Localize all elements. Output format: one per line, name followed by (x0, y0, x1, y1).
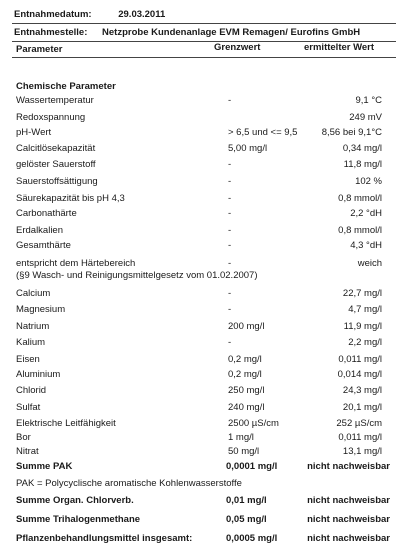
param-limit: - (228, 258, 232, 269)
table-row (0, 354, 412, 368)
param-value: 0,8 mmol/l (338, 225, 382, 236)
summary-value: nicht nachweisbar (307, 514, 390, 525)
param-limit: - (228, 193, 232, 204)
table-row (0, 402, 412, 416)
param-name: Elektrische Leitfähigkeit (16, 418, 116, 429)
param-limit: 200 mg/l (228, 321, 265, 332)
param-value: 2,2 mg/l (348, 337, 382, 348)
table-row (0, 270, 412, 284)
param-limit: - (228, 288, 232, 299)
param-name: (§9 Wasch- und Reinigungsmittelgesetz vom 01.02.2007) (16, 270, 258, 281)
date-line (14, 9, 165, 20)
param-name: Chlorid (16, 385, 47, 396)
param-value: weich (357, 258, 382, 269)
table-row (0, 159, 412, 173)
summary-row (0, 514, 412, 528)
table-row (0, 432, 412, 446)
table-row (0, 193, 412, 207)
summary-value: nicht nachweisbar (307, 533, 390, 544)
table-row (0, 288, 412, 302)
param-name: Magnesium (16, 304, 66, 315)
summary-row (0, 495, 412, 509)
col-header-param: Parameter (16, 44, 63, 55)
param-name: Kalium (16, 337, 46, 348)
param-limit: 2500 µS/cm (228, 418, 279, 429)
param-name: pH-Wert (16, 127, 52, 138)
param-value: 4,3 °dH (350, 240, 382, 251)
summary-value: nicht nachweisbar (307, 461, 390, 472)
col-header-value: ermittelter Wert (304, 42, 375, 53)
date-label: Entnahmedatum: (14, 9, 92, 20)
section-title: Chemische Parameter (16, 81, 116, 92)
param-name: Nitrat (16, 446, 39, 457)
param-limit: - (228, 304, 232, 315)
param-value: 0,011 mg/l (338, 432, 382, 443)
param-name: Sulfat (16, 402, 41, 413)
param-limit: - (228, 337, 232, 348)
table-row (0, 240, 412, 254)
param-name: Wassertemperatur (16, 95, 94, 106)
param-value: 8,56 bei 9,1°C (321, 127, 382, 138)
table-row (0, 176, 412, 190)
param-name: Bor (16, 432, 31, 443)
param-limit: - (228, 176, 232, 187)
table-row (0, 418, 412, 432)
param-name: Redoxspannung (16, 112, 86, 123)
table-row (0, 321, 412, 335)
param-value: 0,014 mg/l (337, 369, 382, 380)
param-value: 249 mV (349, 112, 382, 123)
param-name: Calcium (16, 288, 51, 299)
param-limit: 1 mg/l (228, 432, 254, 443)
param-value: 0,011 mg/l (338, 354, 382, 365)
param-value: 24,3 mg/l (342, 385, 382, 396)
summary-limit: 0,05 mg/l (226, 514, 267, 525)
summary-name: Summe Organ. Chlorverb. (16, 495, 134, 506)
site-value: Netzprobe Kundenanlage EVM Remagen/ Eurofins GmbH (102, 27, 361, 38)
param-value: 4,7 mg/l (348, 304, 382, 315)
param-value: 11,8 mg/l (343, 159, 382, 170)
param-name: Aluminium (16, 369, 61, 380)
summary-row (0, 461, 412, 475)
param-name: Calcitlösekapazität (16, 143, 96, 154)
param-name: Säurekapazität bis pH 4,3 (16, 193, 125, 204)
summary-name: Summe Trihalogenmethane (16, 514, 141, 525)
table-row (0, 446, 412, 460)
col-header-limit: Grenzwert (214, 42, 261, 53)
param-limit: 5,00 mg/l (228, 143, 268, 154)
param-name: Gesamthärte (16, 240, 71, 251)
site-label: Entnahmestelle: (14, 27, 88, 38)
param-limit: - (228, 208, 232, 219)
table-row (0, 208, 412, 222)
table-row (0, 385, 412, 399)
table-row (0, 337, 412, 351)
param-limit: - (228, 159, 232, 170)
table-row (0, 304, 412, 318)
summary-value: nicht nachweisbar (307, 495, 390, 506)
summary-limit: 0,0001 mg/l (226, 461, 278, 472)
param-limit: 0,2 mg/l (228, 354, 262, 365)
summary-limit: 0,0005 mg/l (226, 533, 278, 544)
param-value: 9,1 °C (355, 95, 382, 106)
param-value: 20,1 mg/l (342, 402, 382, 413)
divider (12, 57, 396, 58)
date-value: 29.03.2011 (118, 9, 166, 20)
param-name: gelöster Sauerstoff (16, 159, 96, 170)
param-value: 22,7 mg/l (342, 288, 382, 299)
param-name: Natrium (16, 321, 50, 332)
pak-note-text: PAK = Polycyclische aromatische Kohlenwasserstoffe (16, 478, 242, 489)
param-limit: 0,2 mg/l (228, 369, 262, 380)
table-row (0, 225, 412, 239)
pak-note (0, 478, 412, 492)
summary-limit: 0,01 mg/l (226, 495, 267, 506)
param-limit: - (228, 240, 232, 251)
summary-name: Summe PAK (16, 461, 73, 472)
site-line (14, 27, 360, 38)
param-limit: 50 mg/l (228, 446, 260, 457)
divider (12, 23, 396, 24)
summary-row (0, 533, 412, 547)
param-value: 0,8 mmol/l (338, 193, 382, 204)
param-value: 252 µS/cm (336, 418, 382, 429)
param-name: Carbonathärte (16, 208, 77, 219)
table-row (0, 143, 412, 157)
param-value: 13,1 mg/l (342, 446, 382, 457)
param-value: 0,34 mg/l (342, 143, 382, 154)
param-limit: 240 mg/l (228, 402, 265, 413)
param-value: 2,2 °dH (350, 208, 382, 219)
table-row (0, 127, 412, 141)
param-name: Eisen (16, 354, 40, 365)
param-name: Sauerstoffsättigung (16, 176, 98, 187)
param-limit: 250 mg/l (228, 385, 265, 396)
table-row (0, 112, 412, 126)
param-value: 11,9 mg/l (343, 321, 382, 332)
param-value: 102 % (355, 176, 382, 187)
param-limit: - (228, 95, 232, 106)
summary-name: Pflanzenbehandlungsmittel insgesamt: (16, 533, 193, 544)
param-limit: - (228, 225, 232, 236)
param-limit: > 6,5 und <= 9,5 (228, 127, 298, 138)
table-row (0, 369, 412, 383)
table-row (0, 95, 412, 109)
param-name: Erdalkalien (16, 225, 63, 236)
param-name: entspricht dem Härtebereich (16, 258, 136, 269)
